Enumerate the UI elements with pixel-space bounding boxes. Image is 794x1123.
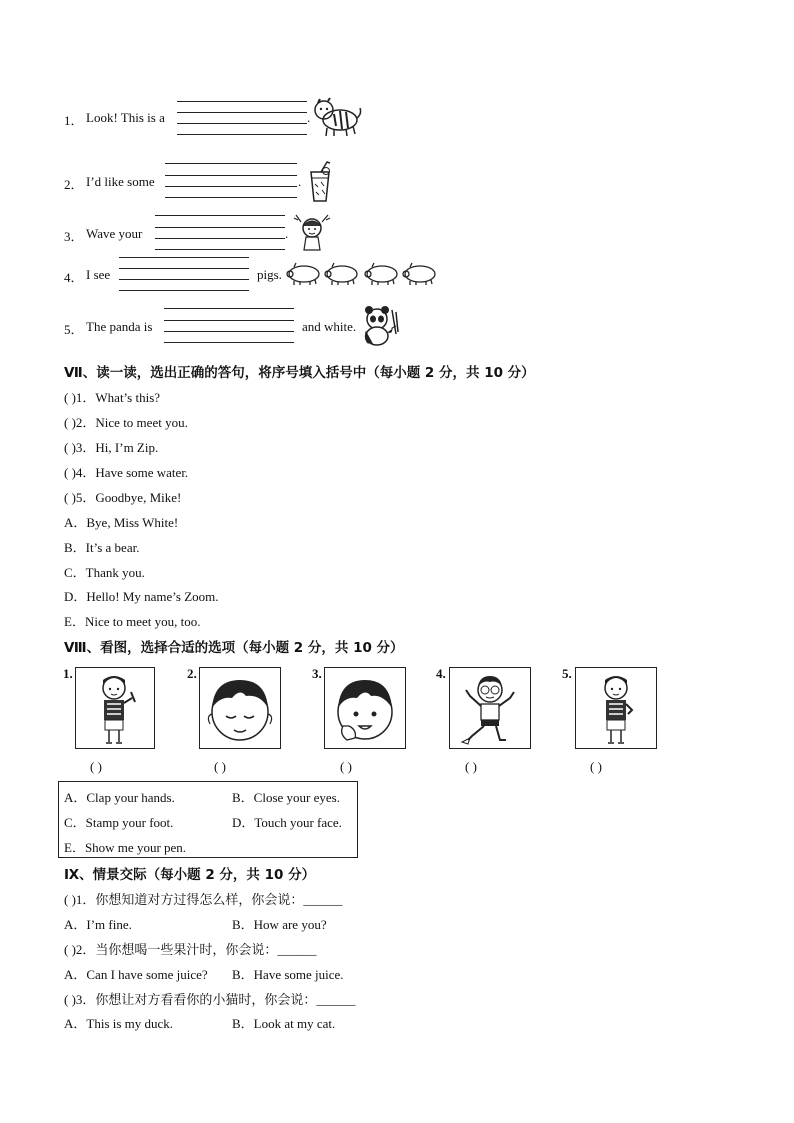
- section9-title: Ⅸ、情景交际（每小题 2 分，共 10 分）: [64, 867, 316, 883]
- q1-suffix: .: [307, 110, 311, 125]
- q4-number: 4．: [64, 270, 84, 285]
- section7-title: Ⅶ、读一读，选出正确的答句，将序号填入括号中（每小题 2 分，共 10 分）: [64, 365, 535, 381]
- picture-3-frame: [324, 667, 406, 749]
- picture-5-frame: [575, 667, 657, 749]
- q4-line-3[interactable]: [119, 279, 249, 280]
- picture-2-answer[interactable]: ( ): [214, 759, 226, 774]
- picture-5-number: 5.: [562, 666, 572, 681]
- picture-1-answer[interactable]: ( ): [90, 759, 102, 774]
- q3-line-4: [155, 249, 285, 250]
- picture-1-frame: [75, 667, 155, 749]
- juice-glass-icon: [306, 160, 334, 204]
- q3-prefix: Wave your: [86, 226, 143, 241]
- section9-q1-option-a: A．I’m fine.: [64, 917, 132, 932]
- q3-number: 3．: [64, 229, 84, 244]
- four-pigs-icon: [286, 262, 440, 286]
- section8-option-a: A．Clap your hands.: [64, 790, 175, 805]
- section7-option-c: C．Thank you.: [64, 565, 145, 580]
- q1-line-4: [177, 134, 307, 135]
- section7-question-1[interactable]: ( )1．What’s this?: [64, 390, 161, 405]
- q2-line-1: [165, 163, 297, 164]
- section8-option-d: D．Touch your face.: [232, 815, 342, 830]
- boy-clapping-icon: [576, 668, 656, 748]
- q2-line-3[interactable]: [165, 186, 297, 187]
- picture-4-answer[interactable]: ( ): [465, 759, 477, 774]
- q5-line-4: [164, 342, 294, 343]
- section9-question-2[interactable]: ( )2．当你想喝一些果汁时，你会说：______: [64, 942, 317, 957]
- picture-5-answer[interactable]: ( ): [590, 759, 602, 774]
- section9-q3-option-b: B．Look at my cat.: [232, 1016, 336, 1031]
- section9-q2-option-a: A．Can I have some juice?: [64, 967, 208, 982]
- section7-option-d: D．Hello! My name’s Zoom.: [64, 589, 219, 604]
- q5-suffix: and white.: [302, 319, 357, 334]
- q1-line-1: [177, 101, 307, 102]
- section7-question-5[interactable]: ( )5．Goodbye, Mike!: [64, 490, 182, 505]
- panda-icon: [362, 306, 400, 346]
- section9-question-3[interactable]: ( )3．你想让对方看看你的小猫时，你会说：______: [64, 992, 356, 1007]
- q1-line-3[interactable]: [177, 123, 307, 124]
- q2-number: 2．: [64, 177, 84, 192]
- section9-q1-option-b: B．How are you?: [232, 917, 327, 932]
- q1-number: 1．: [64, 113, 84, 128]
- picture-4-frame: [449, 667, 531, 749]
- q5-line-2[interactable]: [164, 320, 294, 321]
- section8-option-e: E．Show me your pen.: [64, 840, 187, 855]
- section7-question-2[interactable]: ( )2．Nice to meet you.: [64, 415, 188, 430]
- q1-line-2[interactable]: [177, 112, 307, 113]
- section9-q3-option-a: A．This is my duck.: [64, 1016, 174, 1031]
- boy-showing-pen-icon: [76, 668, 154, 748]
- tiger-icon: [312, 96, 362, 138]
- q5-prefix: The panda is: [86, 319, 153, 334]
- q4-line-2[interactable]: [119, 268, 249, 269]
- q4-line-1: [119, 257, 249, 258]
- section8-option-b: B．Close your eyes.: [232, 790, 340, 805]
- q3-line-2[interactable]: [155, 227, 285, 228]
- picture-3-number: 3.: [312, 666, 322, 681]
- picture-2-number: 2.: [187, 666, 197, 681]
- picture-1-number: 1.: [63, 666, 73, 681]
- section8-option-c: C．Stamp your foot.: [64, 815, 174, 830]
- boy-stamping-foot-icon: [450, 668, 530, 748]
- q5-line-1: [164, 308, 294, 309]
- section7-option-e: E．Nice to meet you, too.: [64, 614, 201, 629]
- q3-line-3[interactable]: [155, 238, 285, 239]
- picture-3-answer[interactable]: ( ): [340, 759, 352, 774]
- q2-line-2[interactable]: [165, 175, 297, 176]
- q5-number: 5．: [64, 322, 84, 337]
- section8-title: Ⅷ、看图，选择合适的选项（每小题 2 分，共 10 分）: [64, 640, 404, 656]
- q2-suffix: .: [298, 174, 302, 189]
- section9-q2-option-b: B．Have some juice.: [232, 967, 344, 982]
- face-closed-eyes-icon: [200, 668, 280, 748]
- q2-prefix: I’d like some: [86, 174, 155, 189]
- section7-question-4[interactable]: ( )4．Have some water.: [64, 465, 189, 480]
- q3-suffix: .: [285, 226, 289, 241]
- q4-prefix: I see: [86, 267, 111, 282]
- face-touching-icon: [325, 668, 405, 748]
- q4-suffix: pigs.: [257, 267, 282, 282]
- q4-line-4: [119, 290, 249, 291]
- section9-question-1[interactable]: ( )1．你想知道对方过得怎么样，你会说：______: [64, 892, 343, 907]
- picture-2-frame: [199, 667, 281, 749]
- picture-4-number: 4.: [436, 666, 446, 681]
- section7-question-3[interactable]: ( )3．Hi, I’m Zip.: [64, 440, 159, 455]
- q3-line-1: [155, 215, 285, 216]
- q5-line-3[interactable]: [164, 331, 294, 332]
- section7-option-b: B．It’s a bear.: [64, 540, 140, 555]
- section7-option-a: A．Bye, Miss White!: [64, 515, 179, 530]
- q2-line-4: [165, 197, 297, 198]
- girl-waving-icon: [292, 212, 332, 252]
- q1-prefix: Look! This is a: [86, 110, 165, 125]
